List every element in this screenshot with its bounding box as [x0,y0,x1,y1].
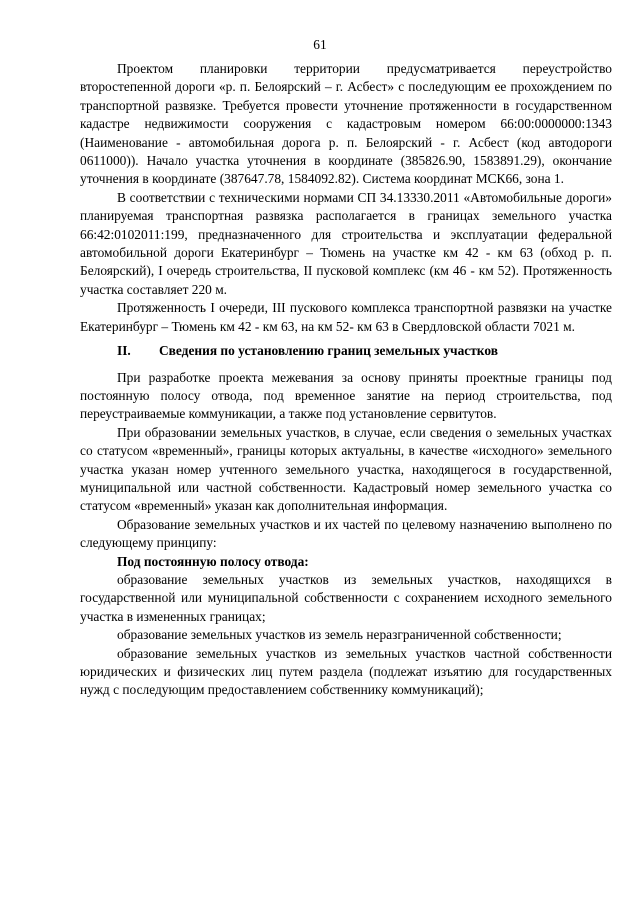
paragraph-reconstruction: Проектом планировки территории предусматривается переустройство второстепенной дороги «р. п. Белоярский – г. Асбест» с последующим ее прохождением по транспортной развязке. Требуется провести уточнение протяженности в государственном кадастре недвижимости сооружения с кадастровым номером 66:00:0000000:1343 (Наименование - автомобильная дорога р. п. Белоярский - г. Асбест (код автодороги 0611000)). Начало участка уточнения в координате (385826.90, 1583891.29), окончание уточнения в координате (387647.78, 1584092.82). Система координат МСК66, зона 1. [80,61,612,187]
section-title: Сведения по установлению границ земельных участков [159,343,498,359]
document-body [80,60,612,700]
paragraph-temporary-status: При образовании земельных участков, в случае, если сведения о земельных участках со статусом «временный», границы которых актуальны, в качестве «исходного» земельного участка указан номер учтенного земельного участка, находящегося в государственной, муниципальной или частной собственности. Кадастровый номер земельного участка со статусом «временный» указан как дополнительная информация. [80,424,612,514]
paragraph-project-basis: При разработке проекта межевания за основу приняты проектные границы под постоянную полосу отвода, под временное занятие на период строительства, под переустраиваемые коммуникации, а также под установление сервитутов. [80,369,612,422]
paragraph-technical-norms: В соответствии с техническими нормами СП 34.13330.2011 «Автомобильные дороги» планируемая транспортная развязка располагается в границах земельного участка 66:42:0102011:199, предназначенного для строительства и эксплуатации федеральной автомобильной дороги Екатеринбург – Тюмень на участке км 42 - км 63 (обход р. п. Белоярский), I очередь строительства, II пусковой комплекс (км 46 - км 52). Протяженность участка составляет 220 м. [80,189,612,297]
paragraph-length: Протяженность I очереди, III пускового комплекса транспортной развязки на участке Екатеринбург – Тюмень км 42 - км 63, на км 52- км 63 в Свердловской области 7021 м. [80,300,612,334]
page-number: 61 [313,37,327,52]
section-number: II. [117,343,131,359]
section-heading [80,342,612,360]
list-item: образование земельных участков из земель неразграниченной собственности; [117,627,562,643]
list-item: образование земельных участков из земельных участков, находящихся в государственной или муниципальной собственности с сохранением исходного земельного участка в измененных границах; [80,571,612,624]
list-item: образование земельных участков из земельных участков частной собственности юридических и физических лиц путем раздела (подлежат изъятию для государственных нужд с последующим предоставлением собственнику коммуникаций); [80,645,612,698]
paragraph-principle: Образование земельных участков и их частей по целевому назначению выполнено по следующему принципу: [80,516,612,551]
sub-heading: Под постоянную полосу отвода: [117,553,309,569]
